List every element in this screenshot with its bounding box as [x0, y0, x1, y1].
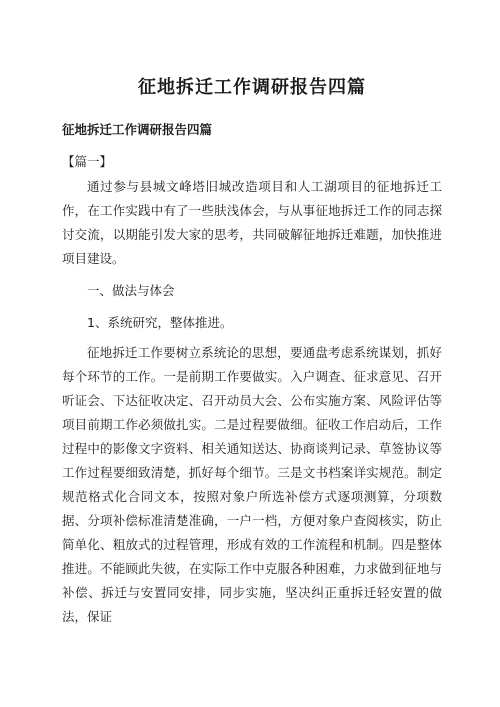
- body-paragraph: 征地拆迁工作要树立系统论的思想，要通盘考虑系统谋划，抓好每个环节的工作。一是前期工作要做实。入户调查、征求意见、召开听证会、下达征收决定、召开动员大会、公布实施方案、风险评估等项目前期工作必须做扎实。二是过程要做细。征收工作启动后，工作过程中的影像文字资料、相关通知送达、协商谈判记录、草签协议等工作过程要细致清楚，抓好每个细节。三是文书档案详实规范。制定规范格式化合同文本，按照对象户所选补偿方式逐项测算，分项数据、分项补偿标准清楚准确，一户一档，方便对象户查阅核实，防止简单化、粗放式的过程管理，形成有效的工作流程和机制。四是整体推进。不能顾此失彼，在实际工作中克服各种困难，力求做到征地与补偿、拆迁与安置同安排，同步实施，坚决纠正重拆迁轻安置的做法，保证: [62, 345, 442, 624]
- section-label: 【篇一】: [62, 154, 113, 169]
- heading-practices: 一、做法与体会: [87, 283, 175, 298]
- intro-paragraph: 通过参与县城文峰塔旧城改造项目和人工湖项目的征地拆迁工作，在工作实践中有了一些肤浅体会，与从事征地拆迁工作的同志探讨交流，以期能引发大家的思考，共同破解征地拆迁难题，加快推进项目建设。: [62, 179, 442, 266]
- heading-systematic-research: 1、系统研究，整体推进。: [87, 315, 233, 330]
- document-title: 征地拆迁工作调研报告四篇: [138, 77, 366, 98]
- document-subtitle: 征地拆迁工作调研报告四篇: [62, 122, 213, 137]
